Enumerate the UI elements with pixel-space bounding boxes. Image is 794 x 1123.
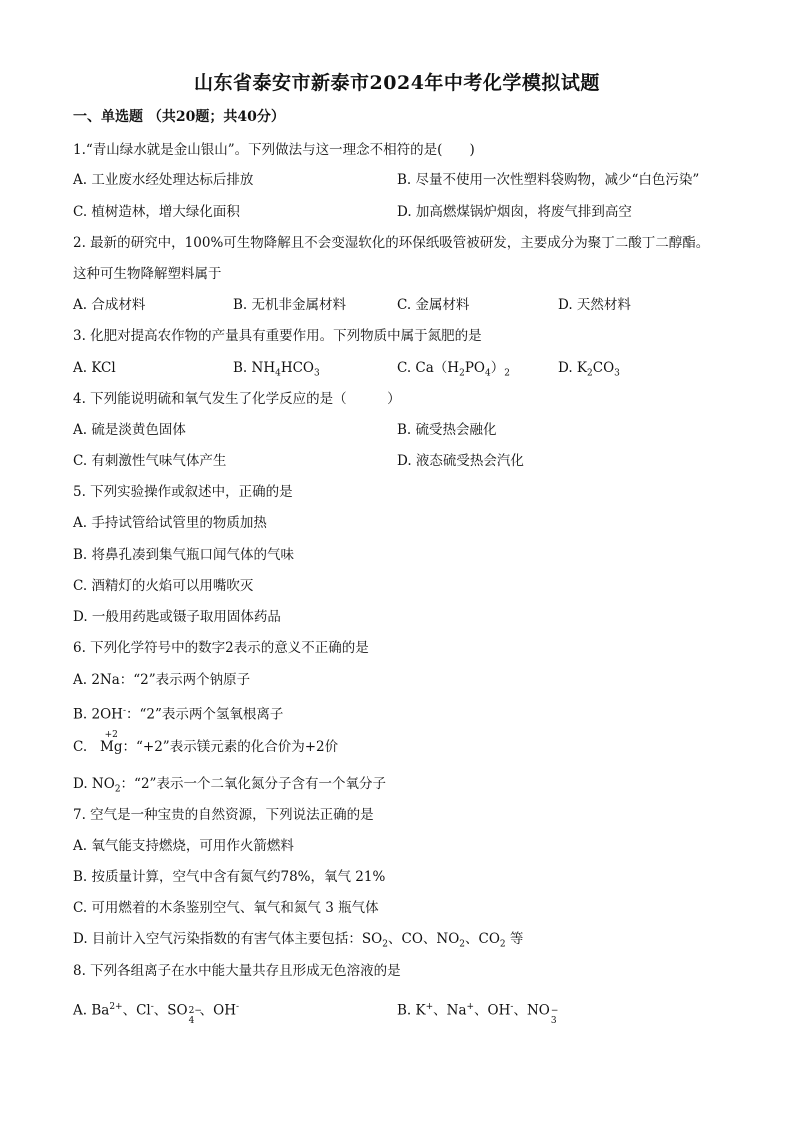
question-8-option-b: B. K+、Na+、OH-、NO − 3 [397, 998, 562, 1021]
question-2-option-a: A. 合成材料 [73, 297, 146, 313]
question-6-option-d: D. $NO_2$：“2”表示一个二氧化氮分子含有一个氧分子 [73, 776, 386, 795]
question-6-option-c: C. +2 Mg：“+2”表示镁元素的化合价为+2价 [73, 730, 339, 755]
question-7-option-a: A. 氧气能支持燃烧，可用作火箭燃料 [73, 838, 294, 854]
question-4-option-a: A. 硫是淡黄色固体 [73, 422, 186, 438]
section-heading: 一、单选题 （共20题；共40分） [73, 109, 285, 125]
question-3-option-b: B. $NH_4HCO_3$ [233, 360, 320, 379]
question-5-stem: 5. 下列实验操作或叙述中，正确的是 [73, 484, 293, 500]
question-1-stem: 1.“青山绿水就是金山银山”。下列做法与这一理念不相符的是( ) [73, 142, 475, 158]
question-1-option-b: B. 尽量不使用一次性塑料袋购物，减少“白色污染” [397, 172, 700, 188]
question-5-option-a: A. 手持试管给试管里的物质加热 [73, 515, 267, 531]
question-6-option-b: B. 2OH-：“2”表示两个氢氧根离子 [73, 706, 284, 723]
question-8-stem: 8. 下列各组离子在水中能大量共存且形成无色溶液的是 [73, 963, 401, 979]
question-4-option-d: D. 液态硫受热会汽化 [397, 453, 524, 469]
question-7-option-b: B. 按质量计算，空气中含有氮气约78%，氧气 21% [73, 869, 386, 885]
question-3-option-c: C. $Ca(H_2PO_4)_2$ [397, 360, 510, 379]
nitrate-charge: − 3 [550, 1005, 559, 1026]
question-2-option-c: C. 金属材料 [397, 297, 470, 313]
question-2-stem-line2: 这种可生物降解塑料属于 [73, 266, 222, 282]
question-5-option-b: B. 将鼻孔凑到集气瓶口闻气体的气味 [73, 547, 295, 563]
question-2-stem-line1: 2. 最新的研究中，100%可生物降解且不会变湿软化的环保纸吸管被研发，主要成分为聚丁二酸丁二醇酯。 [73, 235, 710, 251]
valence-symbol: +2 Mg [100, 730, 123, 755]
question-7-stem: 7. 空气是一种宝贵的自然资源，下列说法正确的是 [73, 807, 374, 823]
sulfate-charge: 2− 4 [188, 1005, 202, 1026]
page-title: 山东省泰安市新泰市2024年中考化学模拟试题 [194, 72, 600, 94]
question-3-option-a: A. KCl [73, 360, 116, 376]
question-5-option-d: D. 一般用药匙或镊子取用固体药品 [73, 609, 281, 625]
question-8-option-a: A. $Ba^{2+}$、Cl-、SO 2− 4 、OH- [73, 1002, 240, 1026]
question-1-option-c: C. 植树造林，增大绿化面积 [73, 204, 240, 220]
question-3-option-d: D. $K_2CO_3$ [558, 360, 620, 379]
question-2-option-d: D. 天然材料 [558, 297, 631, 313]
question-5-option-c: C. 酒精灯的火焰可以用嘴吹灭 [73, 578, 254, 594]
question-2-option-b: B. 无机非金属材料 [233, 297, 347, 313]
question-1-option-a: A. 工业废水经处理达标后排放 [73, 172, 254, 188]
question-3-stem: 3. 化肥对提高农作物的产量具有重要作用。下列物质中属于氮肥的是 [73, 328, 482, 344]
question-4-option-b: B. 硫受热会融化 [397, 422, 497, 438]
question-6-stem: 6. 下列化学符号中的数字2表示的意义不正确的是 [73, 640, 369, 656]
question-7-option-d: D. 目前计入空气污染指数的有害气体主要包括：$SO_2$、CO、$NO_2$、$CO_2$ 等 [73, 931, 524, 950]
question-4-option-c: C. 有刺激性气味气体产生 [73, 453, 227, 469]
question-4-stem: 4. 下列能说明硫和氧气发生了化学反应的是（ ） [73, 391, 401, 407]
question-6-option-a: A. 2Na：“2”表示两个钠原子 [73, 672, 251, 688]
question-7-option-c: C. 可用燃着的木条鉴别空气、氧气和氮气 3 瓶气体 [73, 900, 379, 916]
question-1-option-d: D. 加高燃煤锅炉烟囱，将废气排到高空 [397, 204, 632, 220]
